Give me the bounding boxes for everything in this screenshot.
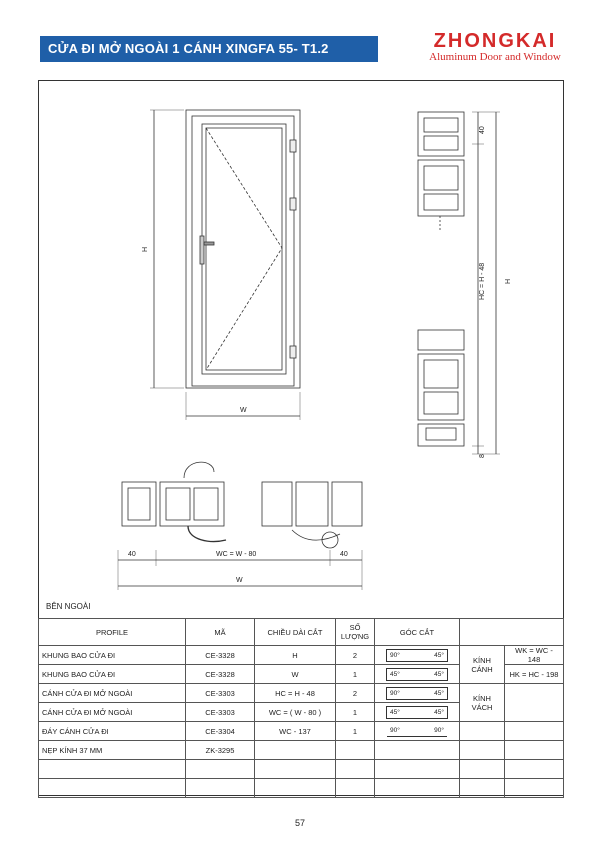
cell-qty: 2 <box>336 646 375 665</box>
top-sash-profile <box>418 160 464 216</box>
bottom-frame-profile <box>418 424 464 446</box>
cell-profile: CÁNH CỬA ĐI MỞ NGOÀI <box>39 684 186 703</box>
horizontal-section <box>118 462 362 590</box>
elev-w-label: W <box>240 407 247 414</box>
sec-top-label: 40 <box>479 126 486 134</box>
cell-qty: 1 <box>336 703 375 722</box>
cell-profile: ĐÁY CÁNH CỬA ĐI <box>39 722 186 741</box>
cell-ma: CE-3328 <box>186 665 255 684</box>
brand-name: ZHONGKAI <box>433 30 557 52</box>
glass-section <box>418 330 464 350</box>
vertical-section <box>418 112 500 454</box>
cell-qty: 1 <box>336 722 375 741</box>
top-frame-profile <box>418 112 464 156</box>
plan-right-label: 40 <box>340 551 348 558</box>
cell-profile: KHUNG BAO CỬA ĐI <box>39 665 186 684</box>
table-row <box>39 646 564 665</box>
cell-profile: NẸP KÍNH 37 MM <box>39 741 186 760</box>
cell-ma: ZK-3295 <box>186 741 255 760</box>
hinge-icon <box>290 346 296 358</box>
hk-formula: HK = HC - 198 <box>505 665 564 684</box>
wk-formula: WK = WC - 148 <box>505 646 564 665</box>
cell-len: HC = H - 48 <box>255 684 336 703</box>
right-frame-profile <box>332 482 362 526</box>
door-lever-icon <box>204 242 214 245</box>
cell-profile: CÁNH CỬA ĐI MỞ NGOÀI <box>39 703 186 722</box>
cell-len: WC = ( W - 80 ) <box>255 703 336 722</box>
door-elevation <box>150 110 300 420</box>
right-sash-profile <box>262 482 292 526</box>
left-sash-profile <box>160 482 224 526</box>
col-angle: GÓC CẮT <box>375 619 460 646</box>
handle-icon <box>184 462 214 478</box>
outside-label: BÊN NGOÀI <box>46 602 91 611</box>
cell-ma: CE-3328 <box>186 646 255 665</box>
cell-ma: CE-3303 <box>186 684 255 703</box>
sec-h-label: H <box>505 278 512 284</box>
cell-angle: 90° 45° <box>375 684 460 703</box>
sec-bot-label: 8 <box>479 454 486 458</box>
plan-left-label: 40 <box>128 551 136 558</box>
cell-angle: 90° 45° <box>375 646 460 665</box>
cell-qty: 1 <box>336 665 375 684</box>
bottom-sash-profile <box>418 354 464 420</box>
cell-angle: 45° 45° <box>375 665 460 684</box>
cutting-table <box>38 618 564 798</box>
table-row <box>39 760 564 779</box>
cell-len: H <box>255 646 336 665</box>
door-glass <box>206 128 282 370</box>
page-title: CỬA ĐI MỞ NGOÀI 1 CÁNH XINGFA 55- T1.2 <box>40 36 378 62</box>
table-row <box>39 684 564 703</box>
door-sash <box>192 116 294 386</box>
opening-indicator <box>206 128 282 370</box>
cell-angle: 90° 90° <box>375 722 460 741</box>
cell-angle: 45° 45° <box>375 703 460 722</box>
table-header-row <box>39 619 564 646</box>
sec-hc-label: HC = H - 48 <box>479 262 486 300</box>
left-frame-profile <box>122 482 156 526</box>
col-glass <box>460 619 564 646</box>
col-profile: PROFILE <box>39 619 186 646</box>
cell-qty: 2 <box>336 684 375 703</box>
table-row <box>39 741 564 760</box>
elev-h-label: H <box>142 246 149 252</box>
kinh-vach-label: KÍNH VÁCH <box>460 684 505 722</box>
plan-w-label: W <box>236 577 243 584</box>
table-row <box>39 722 564 741</box>
page-number: 57 <box>294 818 305 828</box>
cell-ma: CE-3304 <box>186 722 255 741</box>
hinge-icon <box>290 198 296 210</box>
plan-wc-label: WC = W - 80 <box>216 551 257 558</box>
cell-len: WC - 137 <box>255 722 336 741</box>
cell-ma: CE-3303 <box>186 703 255 722</box>
cell-len: W <box>255 665 336 684</box>
col-qty: SỐ LƯỢNG <box>336 619 375 646</box>
hinge-pivot-icon <box>322 532 338 548</box>
door-handle-icon <box>200 236 204 264</box>
col-ma: MÃ <box>186 619 255 646</box>
brand-subtitle: Aluminum Door and Window <box>429 51 561 63</box>
col-len: CHIỀU DÀI CẮT <box>255 619 336 646</box>
kinh-canh-label: KÍNH CÁNH <box>460 646 505 684</box>
hinge-icon <box>290 140 296 152</box>
glass-bead <box>202 124 286 374</box>
cell-profile: KHUNG BAO CỬA ĐI <box>39 646 186 665</box>
table-row <box>39 779 564 798</box>
